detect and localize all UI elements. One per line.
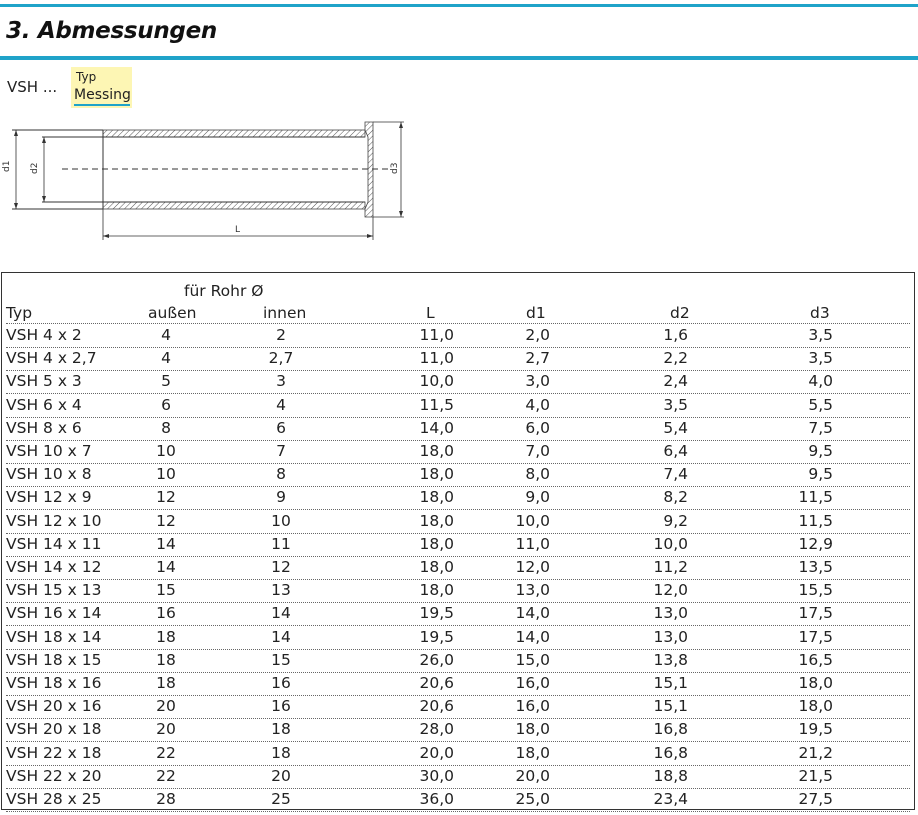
- cell-d1: 3,0: [525, 372, 550, 391]
- cell-d1: 11,0: [515, 534, 550, 553]
- cell-aussen: 28: [156, 790, 176, 808]
- cell-aussen: 15: [156, 581, 176, 600]
- cell-innen: 15: [271, 650, 291, 669]
- cell-L: 18,0: [419, 488, 454, 507]
- cell-innen: 6: [276, 418, 286, 437]
- cell-L: 36,0: [419, 790, 454, 808]
- cell-aussen: 20: [156, 720, 176, 739]
- cell-L: 11,5: [419, 395, 454, 414]
- cell-d1: 14,0: [515, 627, 550, 646]
- cell-aussen: 22: [156, 766, 176, 785]
- cell-aussen: 12: [156, 488, 176, 507]
- cell-typ: VSH 12 x 10: [6, 511, 102, 530]
- cell-d3: 5,5: [808, 395, 833, 414]
- cell-L: 30,0: [419, 766, 454, 785]
- cell-L: 19,5: [419, 604, 454, 623]
- cell-d3: 27,5: [798, 790, 833, 808]
- cell-d2: 10,0: [653, 534, 688, 553]
- cell-typ: VSH 18 x 16: [6, 674, 102, 692]
- type-value-underline: [74, 104, 130, 106]
- pipe-outline: [12, 130, 103, 209]
- cell-d1: 7,0: [525, 442, 550, 460]
- cell-d2: 13,0: [653, 604, 688, 623]
- cell-d1: 18,0: [515, 743, 550, 762]
- cell-typ: VSH 14 x 11: [6, 534, 102, 553]
- cell-typ: VSH 10 x 8: [6, 465, 92, 484]
- table-row: [6, 463, 910, 487]
- cell-d3: 3,5: [808, 326, 833, 344]
- cell-innen: 2,7: [268, 349, 294, 368]
- cell-d2: 16,8: [653, 720, 688, 739]
- cell-d2: 5,4: [663, 418, 688, 437]
- cell-L: 18,0: [419, 558, 454, 576]
- cell-typ: VSH 22 x 20: [6, 766, 102, 785]
- table-row: [6, 533, 910, 557]
- type-label: Typ: [76, 70, 97, 84]
- dimension-d1-label: d1: [2, 160, 12, 172]
- cell-d3: 9,5: [808, 465, 833, 484]
- cell-d2: 7,4: [663, 465, 688, 484]
- cell-d3: 11,5: [798, 511, 833, 530]
- cell-d2: 23,4: [653, 790, 688, 808]
- cell-aussen: 14: [156, 534, 176, 553]
- cell-typ: VSH 20 x 18: [6, 720, 102, 739]
- cell-L: 26,0: [419, 650, 454, 669]
- cell-aussen: 18: [156, 650, 176, 669]
- cell-d1: 16,0: [515, 697, 550, 716]
- col-header-d3: d3: [810, 304, 830, 322]
- cell-aussen: 4: [161, 349, 171, 368]
- col-header-L: L: [426, 304, 435, 322]
- table-row: [6, 324, 910, 348]
- table-row: [6, 510, 910, 534]
- cell-L: 11,0: [419, 326, 454, 344]
- cell-d3: 21,2: [798, 743, 833, 762]
- dimension-d1: [2, 130, 18, 209]
- table-row: [6, 626, 910, 650]
- cell-typ: VSH 20 x 16: [6, 697, 102, 716]
- cell-innen: 25: [271, 790, 291, 808]
- cell-innen: 10: [271, 511, 291, 530]
- cell-aussen: 20: [156, 697, 176, 716]
- cell-d2: 18,8: [653, 766, 688, 785]
- cell-d1: 14,0: [515, 604, 550, 623]
- cell-d2: 15,1: [653, 697, 688, 716]
- cell-L: 18,0: [419, 511, 454, 530]
- table-row: [6, 602, 910, 626]
- cell-d1: 4,0: [525, 395, 550, 414]
- cell-innen: 20: [271, 766, 291, 785]
- cell-d1: 15,0: [515, 650, 550, 669]
- cell-typ: VSH 4 x 2,7: [6, 349, 97, 368]
- cell-d2: 6,4: [663, 442, 688, 460]
- cell-innen: 2: [276, 326, 286, 344]
- cell-innen: 9: [276, 488, 286, 507]
- cell-L: 19,5: [419, 627, 454, 646]
- cell-d3: 17,5: [798, 627, 833, 646]
- cell-d2: 11,2: [653, 558, 688, 576]
- title-underline-rule: [0, 56, 918, 60]
- cell-d3: 4,0: [808, 372, 833, 391]
- dimension-d2: [30, 137, 46, 202]
- cell-d3: 18,0: [798, 697, 833, 716]
- cell-d3: 3,5: [808, 349, 833, 368]
- type-prefix: VSH ...: [7, 78, 58, 96]
- dimension-L-label: L: [235, 225, 241, 235]
- cell-d2: 2,4: [663, 372, 688, 391]
- cell-L: 14,0: [419, 418, 454, 437]
- cell-typ: VSH 6 x 4: [6, 395, 82, 414]
- table-row: [6, 742, 910, 766]
- group-header-pipe: für Rohr Ø: [184, 282, 264, 300]
- cell-d2: 13,8: [653, 650, 688, 669]
- cell-d3: 17,5: [798, 604, 833, 623]
- cell-L: 20,0: [419, 743, 454, 762]
- cell-L: 10,0: [419, 372, 454, 391]
- cell-typ: VSH 16 x 14: [6, 604, 102, 623]
- table-row: [6, 440, 910, 464]
- cell-innen: 12: [271, 558, 291, 576]
- cell-d1: 6,0: [525, 418, 550, 437]
- cell-typ: VSH 28 x 25: [6, 790, 102, 808]
- table-row: [6, 394, 910, 418]
- cell-d2: 2,2: [663, 349, 688, 368]
- cell-d2: 13,0: [653, 627, 688, 646]
- cell-d1: 2,0: [525, 326, 550, 344]
- cell-typ: VSH 5 x 3: [6, 372, 82, 391]
- cell-d2: 8,2: [663, 488, 688, 507]
- cell-typ: VSH 8 x 6: [6, 418, 82, 437]
- cell-d1: 13,0: [515, 581, 550, 600]
- type-value: Messing: [74, 87, 131, 103]
- table-row: [6, 556, 910, 580]
- cell-d1: 8,0: [525, 465, 550, 484]
- type-selector-box[interactable]: [71, 67, 132, 108]
- cell-aussen: 16: [156, 604, 176, 623]
- cell-innen: 7: [276, 442, 286, 460]
- dimensions-table: [1, 272, 915, 810]
- cell-typ: VSH 4 x 2: [6, 326, 82, 344]
- table-row: [6, 347, 910, 371]
- cell-typ: VSH 22 x 18: [6, 743, 102, 762]
- table-row: [6, 672, 910, 696]
- table-row: [6, 486, 910, 510]
- cell-aussen: 4: [161, 326, 171, 344]
- cell-aussen: 18: [156, 627, 176, 646]
- cell-d3: 7,5: [808, 418, 833, 437]
- cell-innen: 16: [271, 697, 291, 716]
- cell-L: 20,6: [419, 697, 454, 716]
- cell-d3: 15,5: [798, 581, 833, 600]
- cell-d3: 13,5: [798, 558, 833, 576]
- cell-innen: 18: [271, 743, 291, 762]
- cell-typ: VSH 18 x 14: [6, 627, 102, 646]
- cell-aussen: 14: [156, 558, 176, 576]
- cell-L: 11,0: [419, 349, 454, 368]
- dimension-d3-label: d3: [390, 162, 400, 174]
- cell-d3: 21,5: [798, 766, 833, 785]
- cell-d1: 12,0: [515, 558, 550, 576]
- cell-innen: 14: [271, 604, 291, 623]
- cell-d3: 16,5: [798, 650, 833, 669]
- cell-aussen: 18: [156, 674, 176, 692]
- cell-typ: VSH 10 x 7: [6, 442, 92, 460]
- cell-d2: 9,2: [663, 511, 688, 530]
- cell-L: 18,0: [419, 442, 454, 460]
- cell-L: 18,0: [419, 465, 454, 484]
- cell-d2: 15,1: [653, 674, 688, 692]
- cell-d1: 9,0: [525, 488, 550, 507]
- cell-innen: 18: [271, 720, 291, 739]
- cell-innen: 13: [271, 581, 291, 600]
- cell-L: 28,0: [419, 720, 454, 739]
- col-header-innen: innen: [263, 304, 307, 322]
- col-header-typ: Typ: [6, 304, 33, 322]
- cell-innen: 3: [276, 372, 286, 391]
- cell-d3: 19,5: [798, 720, 833, 739]
- cell-d3: 11,5: [798, 488, 833, 507]
- table-row: [6, 579, 910, 603]
- cell-typ: VSH 15 x 13: [6, 581, 102, 600]
- cell-aussen: 6: [161, 395, 171, 414]
- cell-innen: 11: [271, 534, 291, 553]
- cell-innen: 4: [276, 395, 286, 414]
- cell-typ: VSH 14 x 12: [6, 558, 102, 576]
- table-row: [6, 370, 910, 394]
- cell-innen: 8: [276, 465, 286, 484]
- cell-typ: VSH 18 x 15: [6, 650, 102, 669]
- cell-innen: 16: [271, 674, 291, 692]
- cell-d2: 3,5: [663, 395, 688, 414]
- section-title: 3. Abmessungen: [6, 18, 217, 44]
- cell-d3: 18,0: [798, 674, 833, 692]
- cell-L: 18,0: [419, 581, 454, 600]
- table-row: [6, 788, 910, 812]
- cell-aussen: 5: [161, 372, 171, 391]
- sleeve-technical-drawing: [0, 118, 420, 248]
- table-row: [6, 765, 910, 789]
- cell-d1: 10,0: [515, 511, 550, 530]
- table-row: [6, 649, 910, 673]
- cell-L: 20,6: [419, 674, 454, 692]
- cell-aussen: 22: [156, 743, 176, 762]
- cell-d2: 16,8: [653, 743, 688, 762]
- table-row: [6, 417, 910, 441]
- cell-d3: 9,5: [808, 442, 833, 460]
- cell-L: 18,0: [419, 534, 454, 553]
- col-header-d1: d1: [526, 304, 546, 322]
- top-accent-rule: [0, 4, 918, 7]
- cell-typ: VSH 12 x 9: [6, 488, 92, 507]
- cell-d2: 1,6: [663, 326, 688, 344]
- cell-d1: 20,0: [515, 766, 550, 785]
- dimension-d2-label: d2: [30, 162, 40, 174]
- cell-d1: 25,0: [515, 790, 550, 808]
- cell-innen: 14: [271, 627, 291, 646]
- dimension-L: [103, 209, 373, 240]
- cell-d1: 2,7: [525, 349, 550, 368]
- table-row: [6, 695, 910, 719]
- cell-aussen: 12: [156, 511, 176, 530]
- cell-aussen: 10: [156, 442, 176, 460]
- cell-d1: 16,0: [515, 674, 550, 692]
- cell-d2: 12,0: [653, 581, 688, 600]
- table-row: [6, 718, 910, 742]
- cell-aussen: 8: [161, 418, 171, 437]
- cell-aussen: 10: [156, 465, 176, 484]
- col-header-aussen: außen: [148, 304, 197, 322]
- cell-d1: 18,0: [515, 720, 550, 739]
- cell-d3: 12,9: [798, 534, 833, 553]
- col-header-d2: d2: [670, 304, 690, 322]
